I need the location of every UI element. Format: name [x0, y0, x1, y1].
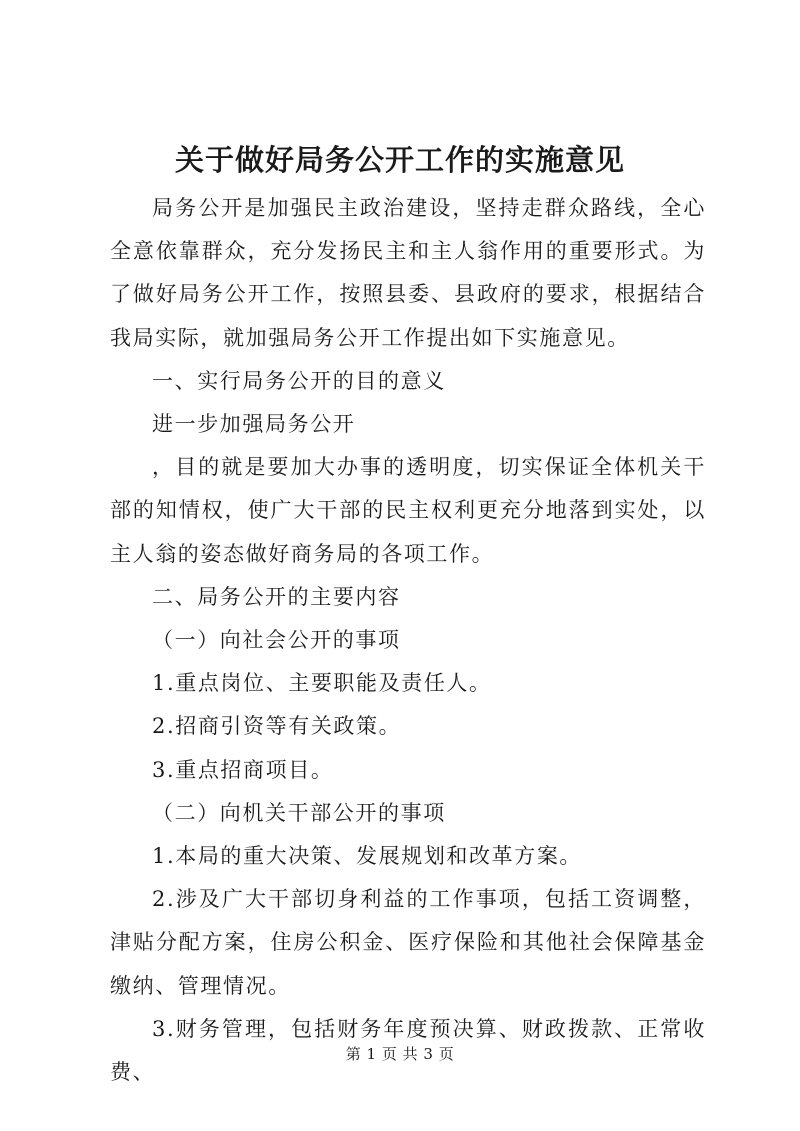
list-item: 1.本局的重大决策、发展规划和改革方案。	[152, 844, 583, 869]
list-item: 2.招商引资等有关政策。	[152, 714, 402, 739]
subsection-heading-staff: （二）向机关干部公开的事项	[152, 800, 446, 825]
purpose-paragraph: ，目的就是要加大办事的透明度，切实保证全体机关干部的知情权，使广大干部的民主权利更充分地落到实处，以主人翁的姿态做好商务局的各项工作。	[110, 455, 706, 566]
section-heading-content: 二、局务公开的主要内容	[152, 584, 401, 609]
intro-paragraph: 局务公开是加强民主政治建设，坚持走群众路线，全心全意依靠群众，充分发扬民主和主人翁作用的重要形式。为了做好局务公开工作，按照县委、县政府的要求，根据结合我局实际，就加强局务公开工作提出如下实施意见。	[110, 196, 706, 350]
subheading-strengthen: 进一步加强局务公开	[152, 412, 356, 437]
page-number: 第 1 页 共 3 页	[345, 1045, 455, 1063]
list-item: 1.重点岗位、主要职能及责任人。	[152, 671, 492, 696]
subsection-heading-public: （一）向社会公开的事项	[152, 628, 401, 653]
list-item: 2.涉及广大干部切身利益的工作事项，包括工资调整，津贴分配方案，住房公积金、医疗保险和其他社会保障基金缴纳、管理情况。	[110, 887, 706, 998]
section-heading-purpose: 一、实行局务公开的目的意义	[152, 368, 446, 393]
list-item: 3.重点招商项目。	[152, 757, 334, 782]
document-body	[110, 187, 706, 1094]
document-title: 关于做好局务公开工作的实施意见	[174, 143, 625, 177]
list-item: 3.财务管理，包括财务年度预决算、财政拨款、正常收费、	[110, 1016, 706, 1085]
